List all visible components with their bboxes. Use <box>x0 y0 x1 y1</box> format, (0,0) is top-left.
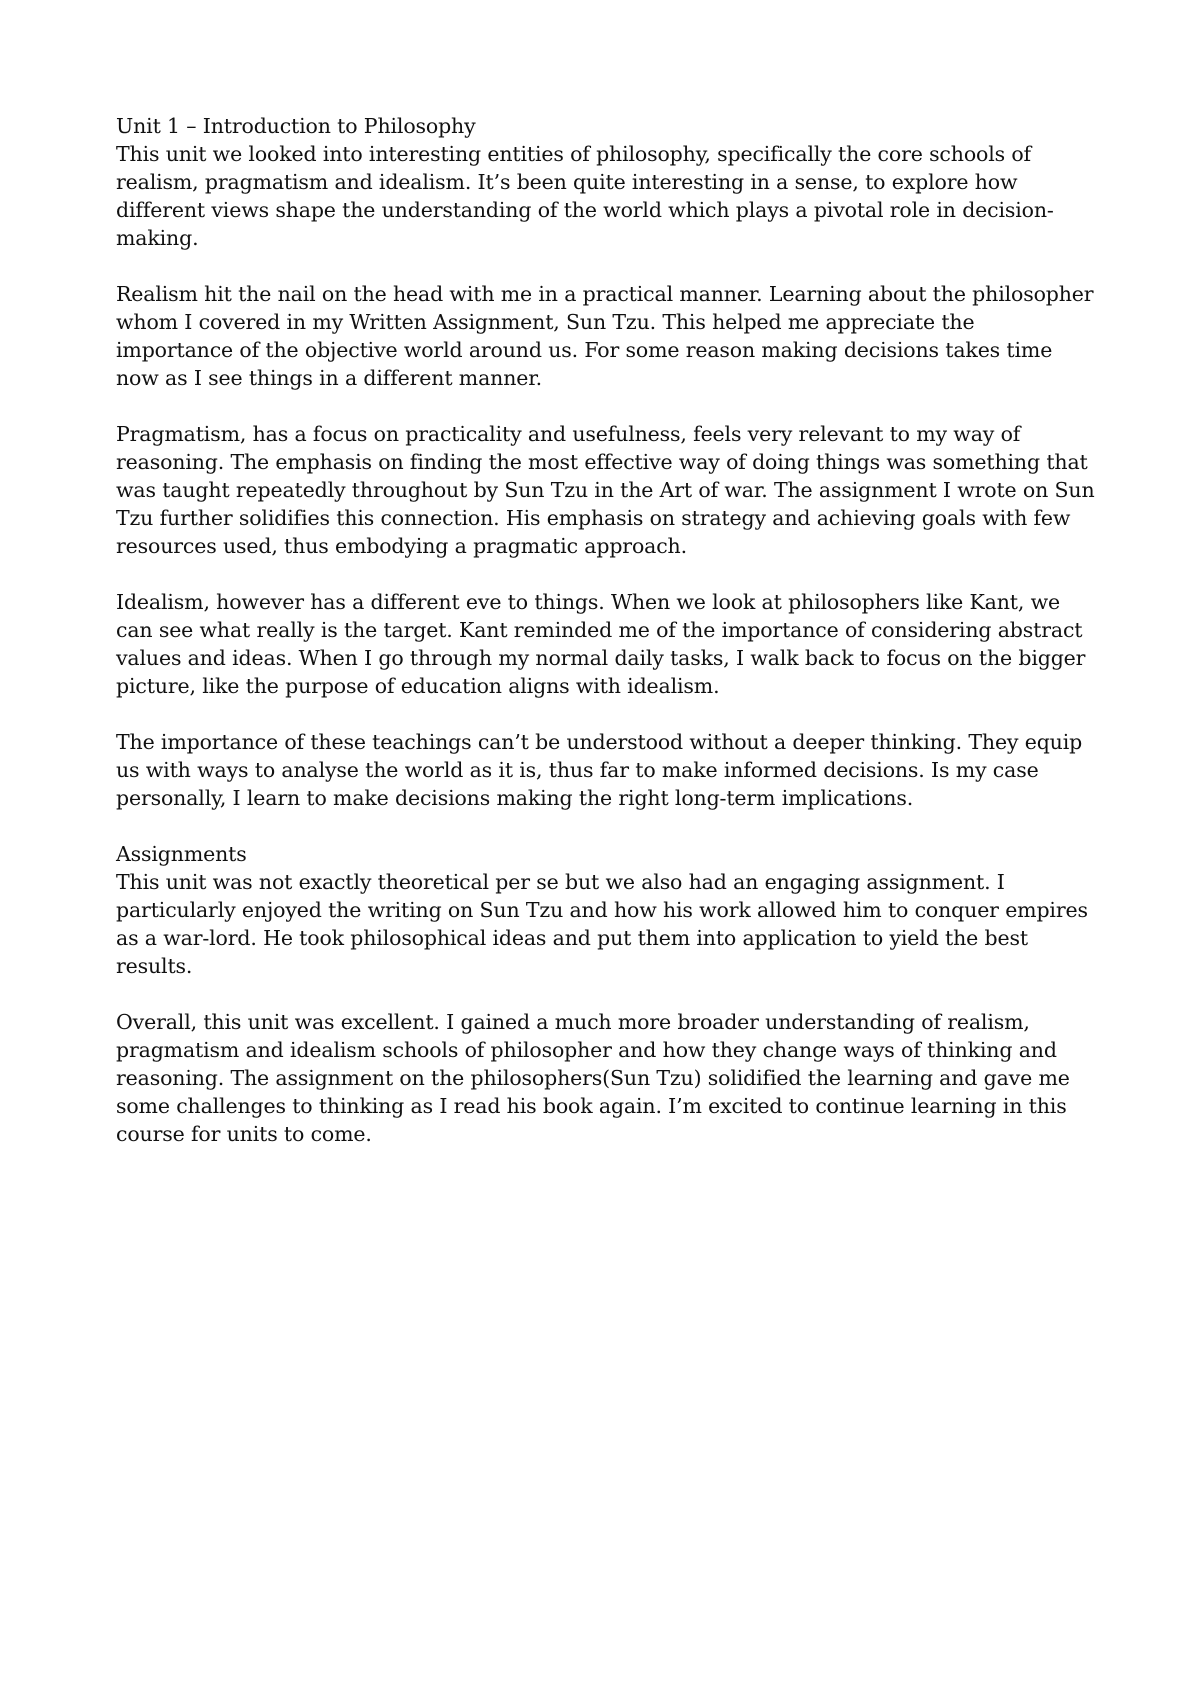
assignments-paragraph: This unit was not exactly theoretical per se but we also had an engaging assignment. I particularly enjoyed the writing on Sun Tzu and how his work allowed him to conquer empires as a war-lord. He took philosophical ideas and put them into application to yield the best results. <box>116 870 1088 978</box>
importance-paragraph: The importance of these teachings can’t be understood without a deeper thinking. They equip us with ways to analyse the world as it is, thus far to make informed decisions. Is my case personally, I learn to make decisions making the right long-term implications. <box>116 730 1083 810</box>
intro-paragraph: This unit we looked into interesting entities of philosophy, specifically the core schools of realism, pragmatism and idealism. It’s been quite interesting in a sense, to explore how different views shape the understanding of the world which plays a pivotal role in decision-making. <box>116 142 1054 250</box>
pragmatism-paragraph: Pragmatism, has a focus on practicality and usefulness, feels very relevant to my way of reasoning. The emphasis on finding the most effective way of doing things was something that was taught repeatedly throughout by Sun Tzu in the Art of war. The assignment I wrote on Sun Tzu further solidifies this connection. His emphasis on strategy and achieving goals with few resources used, thus embodying a pragmatic approach. <box>116 422 1095 558</box>
assignments-heading: Assignments <box>116 842 247 866</box>
realism-paragraph: Realism hit the nail on the head with me in a practical manner. Learning about the philosopher whom I covered in my Written Assignment, Sun Tzu. This helped me appreciate the importance of the objective world around us. For some reason making decisions takes time now as I see things in a different manner. <box>116 282 1094 390</box>
unit-heading: Unit 1 – Introduction to Philosophy <box>116 114 476 138</box>
overall-paragraph: Overall, this unit was excellent. I gained a much more broader understanding of realism, pragmatism and idealism schools of philosopher and how they change ways of thinking and reasoning. The assignment on the philosophers(Sun Tzu) solidified the learning and gave me some challenges to thinking as I read his book again. I’m excited to continue learning in this course for units to come. <box>116 1010 1070 1146</box>
idealism-paragraph: Idealism, however has a different eve to things. When we look at philosophers like Kant, we can see what really is the target. Kant reminded me of the importance of considering abstract values and ideas. When I go through my normal daily tasks, I walk back to focus on the bigger picture, like the purpose of education aligns with idealism. <box>116 590 1086 698</box>
document-body <box>116 112 1096 1148</box>
